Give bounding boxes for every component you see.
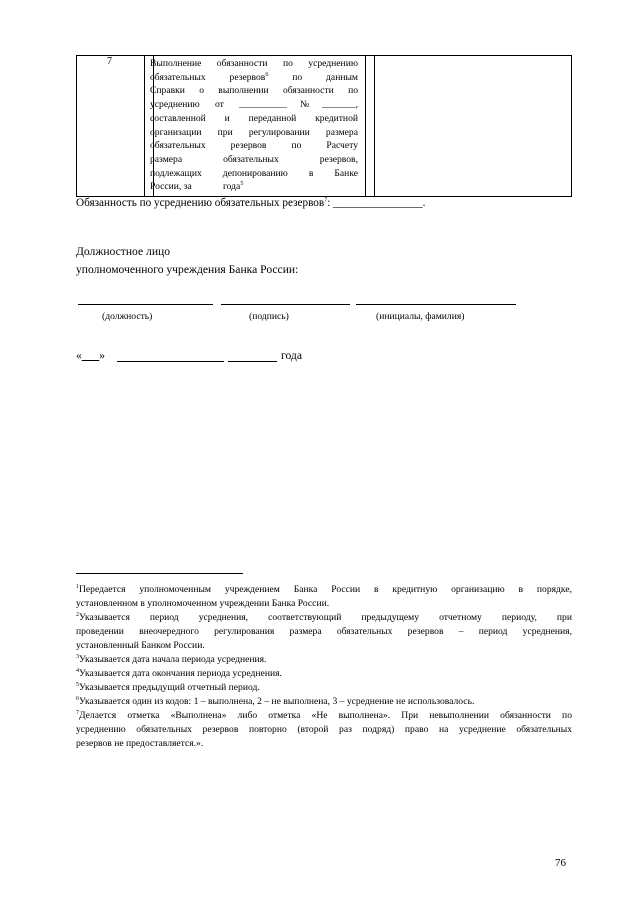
desc-line: усреднению от __________№_______,	[150, 99, 358, 111]
desc-line: России, за года$^5$	[150, 181, 244, 193]
desc-line: Справки о выполнении обязанности по	[150, 85, 358, 97]
desc-line: размера обязательных резервов,	[150, 153, 358, 165]
footnote-separator	[76, 573, 243, 574]
desc-line: составленной и переданной кредитной	[150, 112, 358, 124]
year-blank	[228, 361, 277, 362]
desc-line: обязательных резервов по Расчету	[150, 140, 358, 152]
official-subtitle: уполномоченного учреждения Банка России:	[76, 263, 299, 276]
footnote-1: $^1$Передается уполномоченным учреждением Банка России в кредитную организацию в порядке, установленном в уполномоченном учреждении Банка России.	[76, 583, 572, 609]
table-cell-number	[76, 55, 145, 197]
footnote-4: $^4$Указывается дата окончания периода усреднения.	[76, 667, 282, 679]
signature-line	[221, 304, 350, 305]
name-line	[356, 304, 516, 305]
footnote-7: $^7$Делается отметка «Выполнена» либо отметка «Не выполнена». При невыполнении обязанности по усреднению обязательных резервов повторно (второй раз подряд) право на усреднение обязательных резервов не предоставляется.».	[76, 709, 572, 749]
name-label: (инициалы, фамилия)	[376, 311, 465, 322]
year-word: года	[281, 349, 302, 362]
row-number: 7	[107, 56, 112, 67]
desc-line: обязательных резервов$^6$ по данным	[150, 71, 358, 83]
signature-label: (подпись)	[249, 311, 289, 322]
desc-line: подлежащих депонированию в Банке	[150, 167, 358, 179]
obligation-line: Обязанность по усреднению обязательных резервов$^7$: ________________.	[76, 197, 426, 209]
row-description	[150, 57, 358, 194]
desc-line: Выполнение обязанности по усреднению	[150, 58, 358, 69]
footnote-3: $^3$Указывается дата начала периода усреднения.	[76, 653, 267, 665]
footnote-2: $^2$Указывается период усреднения, соответствующий предыдущему отчетному периоду, при проведении внеочередного регулирования размера обязательных резервов – период усреднения, установленный Банком России.	[76, 611, 572, 651]
desc-line: организации при регулировании размера	[150, 126, 358, 138]
footnote-5: $^5$Указывается предыдущий отчетный период.	[76, 681, 260, 693]
month-blank	[117, 361, 224, 362]
position-line	[78, 304, 213, 305]
page-number: 76	[555, 857, 566, 869]
position-label: (должность)	[102, 311, 153, 322]
date-line: «___»	[76, 349, 105, 362]
table-cell-value	[374, 55, 572, 197]
footnote-6: $^6$Указывается один из кодов: 1 – выполнена, 2 – не выполнена, 3 – усреднение не использовалось.	[76, 695, 475, 707]
official-title: Должностное лицо	[76, 245, 171, 258]
